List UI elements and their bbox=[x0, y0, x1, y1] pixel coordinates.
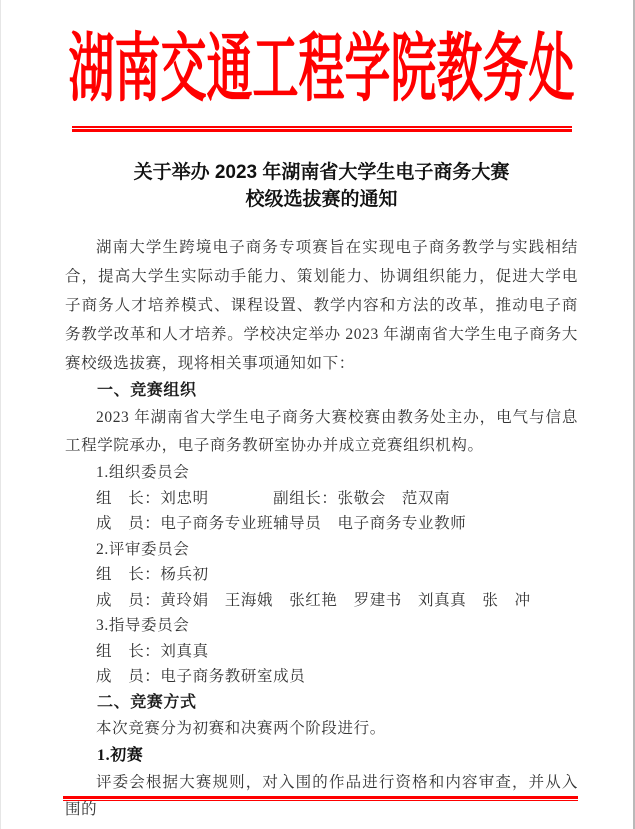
letterhead-divider-line bbox=[72, 126, 572, 132]
committee-2-title: 2.评审委员会 bbox=[96, 540, 190, 558]
committee-2-members: 成 员：黄玲娟 王海娥 张红艳 罗建书 刘真真 张 冲 bbox=[96, 591, 531, 609]
committee-1-leaders: 组 长：刘忠明 副组长：张敬会 范双南 bbox=[96, 489, 451, 507]
title-line-1: 关于举办 2023 年湖南省大学生电子商务大赛 bbox=[133, 162, 510, 183]
committee-2-leader: 组 长：杨兵初 bbox=[96, 566, 209, 583]
section-2-paragraph: 本次竞赛分为初赛和决赛两个阶段进行。 bbox=[96, 719, 386, 737]
title-line-2: 校级选拔赛的通知 bbox=[245, 189, 398, 210]
subsection-preliminary-heading: 1.初赛 bbox=[97, 746, 144, 764]
section-2-heading: 二、竞赛方式 bbox=[97, 693, 197, 711]
section-1-heading: 一、竞赛组织 bbox=[97, 382, 197, 399]
letterhead bbox=[65, 29, 578, 113]
section-1-paragraph: 2023 年湖南省大学生电子商务大赛校赛由教务处主办，电气与信息工程学院承办，电子商务教研室协办并成立竞赛组织机构。 bbox=[65, 409, 578, 454]
subsection-preliminary-paragraph: 评委会根据大赛规则，对入围的作品进行资格和内容审查，并从入围的 bbox=[65, 773, 578, 818]
committee-3-title: 3.指导委员会 bbox=[96, 617, 190, 634]
committee-3-leader: 组 长：刘真真 bbox=[96, 642, 209, 660]
intro-paragraph: 湖南大学生跨境电子商务专项赛旨在实现电子商务教学与实践相结合，提高大学生实际动手能力、策划能力、协调组织能力，促进大学电子商务人才培养模式、课程设置、教学内容和方法的改革，推动电子商务教学改革和人才培养。学校决定举办 2023 年湖南省大学生电子商务大赛校级选拔赛，现将相关事项通知如下： bbox=[65, 239, 578, 372]
letterhead-org-name: 湖南交通工程学院教务处 bbox=[68, 27, 575, 111]
committee-1-members: 成 员：电子商务专业班辅导员 电子商务专业教师 bbox=[96, 515, 467, 532]
committee-1-title: 1.组织委员会 bbox=[96, 464, 190, 481]
committee-3-members: 成 员：电子商务教研室成员 bbox=[96, 668, 306, 685]
footer-divider-line bbox=[63, 796, 578, 801]
document-title bbox=[65, 159, 578, 213]
document-content bbox=[0, 29, 635, 823]
